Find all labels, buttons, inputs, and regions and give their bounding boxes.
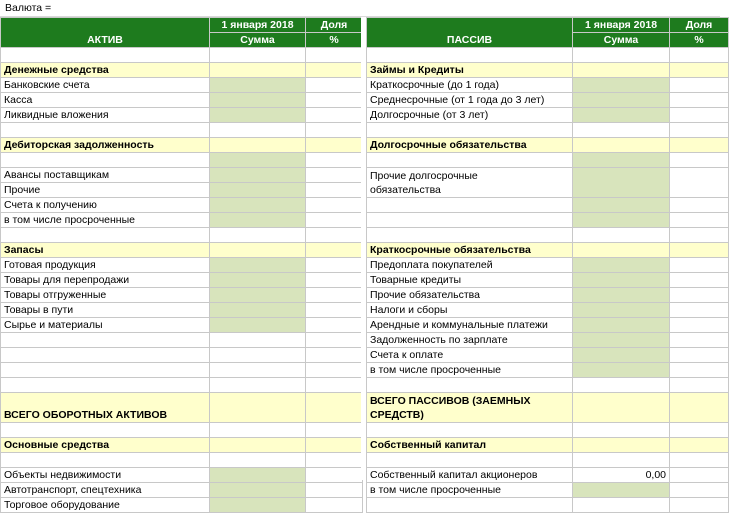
value-cell[interactable] xyxy=(573,63,670,78)
value-cell[interactable] xyxy=(210,348,306,363)
table-row xyxy=(1,468,363,483)
assets-header[interactable]: АКТИВ xyxy=(1,18,210,48)
total-row xyxy=(1,393,363,423)
fixed-assets-section[interactable]: Основные средства xyxy=(1,438,210,453)
value-cell[interactable] xyxy=(573,273,670,288)
share-cell[interactable] xyxy=(306,63,363,78)
value-cell[interactable] xyxy=(573,108,670,123)
value-cell[interactable] xyxy=(573,333,670,348)
long-term-liabilities-section[interactable]: Долгосрочные обязательства xyxy=(367,138,573,153)
table-row xyxy=(367,198,729,213)
table-row xyxy=(367,348,729,363)
table-row xyxy=(1,168,363,183)
share-cell[interactable] xyxy=(670,93,729,108)
liabilities-overdue-label[interactable]: в том числе просроченные xyxy=(367,363,573,378)
value-cell[interactable] xyxy=(210,78,306,93)
table-row xyxy=(1,108,363,123)
section-row xyxy=(367,438,729,453)
value-cell[interactable] xyxy=(573,138,670,153)
receivables-overdue-label[interactable]: в том числе просроченные xyxy=(1,213,210,228)
table-row xyxy=(1,198,363,213)
cash-section[interactable]: Денежные средства xyxy=(1,63,210,78)
share-cell[interactable] xyxy=(306,168,363,183)
table-row xyxy=(1,273,363,288)
liquid-investments-label[interactable]: Ликвидные вложения xyxy=(1,108,210,123)
share-cell[interactable] xyxy=(306,348,363,363)
table-row xyxy=(367,108,729,123)
share-cell[interactable] xyxy=(306,108,363,123)
value-cell[interactable] xyxy=(210,63,306,78)
share-cell[interactable] xyxy=(670,243,729,258)
bills-payable-label[interactable]: Счета к оплате xyxy=(367,348,573,363)
table-row xyxy=(1,93,363,108)
value-cell[interactable] xyxy=(210,168,306,183)
share-cell[interactable] xyxy=(306,333,363,348)
table-row xyxy=(1,318,363,333)
total-liabilities[interactable] xyxy=(367,393,573,423)
vehicles-label[interactable]: Автотранспорт, спецтехника xyxy=(1,483,210,498)
share-cell[interactable] xyxy=(670,108,729,123)
table-row xyxy=(367,78,729,93)
share-cell[interactable] xyxy=(306,393,363,423)
value-cell[interactable] xyxy=(210,108,306,123)
empty-cell[interactable] xyxy=(1,333,210,348)
value-cell[interactable] xyxy=(210,333,306,348)
table-row xyxy=(367,213,729,228)
value-cell[interactable] xyxy=(210,288,306,303)
table-row xyxy=(1,333,363,348)
liabilities-date-header[interactable]: 1 января 2018 xyxy=(573,18,670,33)
total-liabilities-line2: СРЕДСТВ) xyxy=(370,409,424,421)
table-row xyxy=(1,288,363,303)
section-row xyxy=(1,438,363,453)
share-cell[interactable] xyxy=(670,333,729,348)
value-cell[interactable] xyxy=(210,213,306,228)
total-current-assets[interactable]: ВСЕГО ОБОРОТНЫХ АКТИВОВ xyxy=(1,393,210,423)
total-liabilities-line1: ВСЕГО ПАССИВОВ (ЗАЕМНЫХ xyxy=(370,395,531,407)
share-cell[interactable] xyxy=(670,303,729,318)
share-cell[interactable] xyxy=(670,318,729,333)
other-long-term-line1: Прочие долгосрочные xyxy=(370,170,478,182)
value-cell[interactable] xyxy=(210,183,306,198)
table-row xyxy=(367,168,729,198)
receivables-section[interactable]: Дебиторская задолженность xyxy=(1,138,210,153)
table-row xyxy=(367,318,729,333)
section-row xyxy=(1,243,363,258)
value-cell[interactable] xyxy=(210,243,306,258)
raw-materials-label[interactable]: Сырье и материалы xyxy=(1,318,210,333)
table-row xyxy=(1,303,363,318)
share-cell[interactable] xyxy=(306,498,363,513)
share-cell[interactable] xyxy=(306,303,363,318)
other-long-term-label[interactable] xyxy=(367,168,573,198)
assets-table xyxy=(0,17,363,513)
other-obligations-label[interactable]: Прочие обязательства xyxy=(367,288,573,303)
value-cell[interactable] xyxy=(573,198,670,213)
value-cell[interactable] xyxy=(573,213,670,228)
liabilities-share-header[interactable]: Доля xyxy=(670,18,729,33)
value-cell[interactable] xyxy=(210,258,306,273)
assets-share-header[interactable]: Доля xyxy=(306,18,363,33)
value-cell[interactable] xyxy=(210,498,306,513)
section-row xyxy=(367,138,729,153)
customer-prepayments-label[interactable]: Предоплата покупателей xyxy=(367,258,573,273)
table-row xyxy=(1,363,363,378)
accounts-receivable-label[interactable]: Счета к получению xyxy=(1,198,210,213)
real-estate-label[interactable]: Объекты недвижимости xyxy=(1,468,210,483)
share-cell[interactable] xyxy=(670,393,729,423)
share-cell[interactable] xyxy=(670,78,729,93)
value-cell[interactable] xyxy=(573,168,670,198)
liabilities-percent-header[interactable]: % xyxy=(670,33,729,48)
value-cell[interactable] xyxy=(573,498,670,513)
share-cell[interactable] xyxy=(306,273,363,288)
table-row xyxy=(367,303,729,318)
supplier-advances-label[interactable]: Авансы поставщикам xyxy=(1,168,210,183)
value-cell[interactable] xyxy=(210,138,306,153)
other-receivables-label[interactable]: Прочие xyxy=(1,183,210,198)
share-cell[interactable] xyxy=(670,363,729,378)
cashbox-label[interactable]: Касса xyxy=(1,93,210,108)
share-cell[interactable] xyxy=(306,483,363,498)
value-cell[interactable] xyxy=(210,273,306,288)
share-cell[interactable] xyxy=(670,138,729,153)
trade-equipment-label[interactable]: Торговое оборудование xyxy=(1,498,210,513)
share-cell[interactable] xyxy=(670,63,729,78)
salary-debt-label[interactable]: Задолженность по зарплате xyxy=(367,333,573,348)
value-cell[interactable] xyxy=(573,438,670,453)
share-cell[interactable] xyxy=(670,213,729,228)
share-cell[interactable] xyxy=(670,468,729,483)
short-term-loans-label[interactable]: Краткосрочные (до 1 года) xyxy=(367,78,573,93)
value-cell[interactable] xyxy=(573,393,670,423)
value-cell[interactable] xyxy=(210,438,306,453)
empty-cell[interactable] xyxy=(367,198,573,213)
value-cell[interactable] xyxy=(573,303,670,318)
share-cell[interactable] xyxy=(306,243,363,258)
liabilities-amount-header[interactable]: Сумма xyxy=(573,33,670,48)
assets-percent-header[interactable]: % xyxy=(306,33,363,48)
total-row xyxy=(367,393,729,423)
value-cell[interactable] xyxy=(210,93,306,108)
rent-utilities-label[interactable]: Арендные и коммунальные платежи xyxy=(367,318,573,333)
table-row xyxy=(367,93,729,108)
empty-cell[interactable] xyxy=(1,348,210,363)
value-cell[interactable] xyxy=(210,198,306,213)
share-cell[interactable] xyxy=(306,198,363,213)
short-term-liabilities-section[interactable]: Краткосрочные обязательства xyxy=(367,243,573,258)
table-row xyxy=(367,468,729,483)
table-row xyxy=(367,363,729,378)
table-row xyxy=(1,78,363,93)
table-row xyxy=(1,498,363,513)
table-row xyxy=(1,483,363,498)
table-row xyxy=(367,258,729,273)
value-cell[interactable] xyxy=(573,348,670,363)
value-cell[interactable] xyxy=(573,363,670,378)
table-row xyxy=(1,213,363,228)
resale-goods-label[interactable]: Товары для перепродажи xyxy=(1,273,210,288)
table-row xyxy=(367,288,729,303)
share-cell[interactable] xyxy=(306,138,363,153)
share-cell[interactable] xyxy=(670,168,729,198)
taxes-label[interactable]: Налоги и сборы xyxy=(367,303,573,318)
share-cell[interactable] xyxy=(306,288,363,303)
value-cell[interactable] xyxy=(210,393,306,423)
table-row xyxy=(367,483,729,498)
equity-overdue-label[interactable]: в том числе просроченные xyxy=(367,483,573,498)
share-cell[interactable] xyxy=(306,438,363,453)
share-cell[interactable] xyxy=(670,198,729,213)
section-row xyxy=(367,243,729,258)
finished-goods-label[interactable]: Готовая продукция xyxy=(1,258,210,273)
table-row xyxy=(1,348,363,363)
share-cell[interactable] xyxy=(306,213,363,228)
value-cell[interactable] xyxy=(573,78,670,93)
trade-credits-label[interactable]: Товарные кредиты xyxy=(367,273,573,288)
section-row xyxy=(367,63,729,78)
value-cell[interactable] xyxy=(210,318,306,333)
share-cell[interactable] xyxy=(670,258,729,273)
share-cell[interactable] xyxy=(306,78,363,93)
goods-in-transit-label[interactable]: Товары в пути xyxy=(1,303,210,318)
loans-section[interactable]: Займы и Кредиты xyxy=(367,63,573,78)
share-cell[interactable] xyxy=(670,273,729,288)
equity-section[interactable]: Собственный капитал xyxy=(367,438,573,453)
shareholders-equity-value[interactable]: 0,00 xyxy=(573,468,670,483)
table-row xyxy=(367,273,729,288)
value-cell[interactable] xyxy=(210,483,306,498)
value-cell[interactable] xyxy=(573,258,670,273)
share-cell[interactable] xyxy=(306,318,363,333)
share-cell[interactable] xyxy=(670,438,729,453)
assets-date-header[interactable]: 1 января 2018 xyxy=(210,18,306,33)
liabilities-header[interactable]: ПАССИВ xyxy=(367,18,573,48)
long-term-loans-label[interactable]: Долгосрочные (от 3 лет) xyxy=(367,108,573,123)
section-row xyxy=(1,138,363,153)
share-cell[interactable] xyxy=(306,183,363,198)
assets-amount-header[interactable]: Сумма xyxy=(210,33,306,48)
value-cell[interactable] xyxy=(210,363,306,378)
value-cell[interactable] xyxy=(573,483,670,498)
value-cell[interactable] xyxy=(210,468,306,483)
medium-term-loans-label[interactable]: Среднесрочные (от 1 года до 3 лет) xyxy=(367,93,573,108)
share-cell[interactable] xyxy=(670,483,729,498)
share-cell[interactable] xyxy=(670,288,729,303)
empty-cell[interactable] xyxy=(367,498,573,513)
section-row xyxy=(1,63,363,78)
share-cell[interactable] xyxy=(306,258,363,273)
currency-label[interactable]: Валюта = xyxy=(0,0,720,17)
value-cell[interactable] xyxy=(573,243,670,258)
table-row xyxy=(1,258,363,273)
value-cell[interactable] xyxy=(573,93,670,108)
share-cell[interactable] xyxy=(306,93,363,108)
value-cell[interactable] xyxy=(573,318,670,333)
value-cell[interactable] xyxy=(573,288,670,303)
shipped-goods-label[interactable]: Товары отгруженные xyxy=(1,288,210,303)
shareholders-equity-label[interactable]: Собственный капитал акционеров xyxy=(367,468,573,483)
share-cell[interactable] xyxy=(306,468,363,483)
table-row xyxy=(1,183,363,198)
share-cell[interactable] xyxy=(670,348,729,363)
share-cell[interactable] xyxy=(306,363,363,378)
table-row xyxy=(367,333,729,348)
empty-cell[interactable] xyxy=(1,363,210,378)
liabilities-table xyxy=(366,17,729,513)
table-row xyxy=(367,498,729,513)
bank-accounts-label[interactable]: Банковские счета xyxy=(1,78,210,93)
inventory-section[interactable]: Запасы xyxy=(1,243,210,258)
other-long-term-line2: обязательства xyxy=(370,184,441,196)
share-cell[interactable] xyxy=(670,498,729,513)
empty-cell[interactable] xyxy=(367,213,573,228)
value-cell[interactable] xyxy=(210,303,306,318)
